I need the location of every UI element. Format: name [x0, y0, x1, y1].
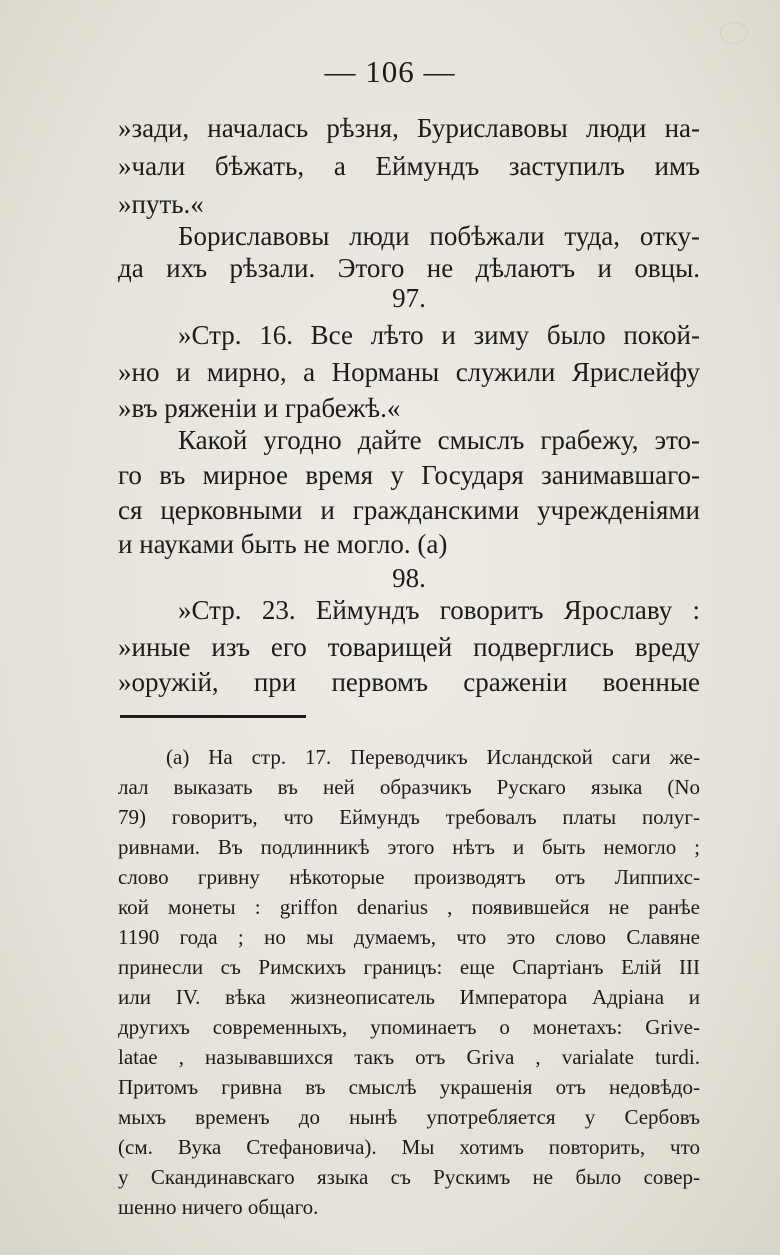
text-line: »иные изъ его товарищей подверглись вреду: [118, 632, 700, 662]
section-number: 98.: [392, 563, 426, 593]
text-line: »Стр. 16. Все лѣто и зиму было покой-: [178, 320, 700, 350]
footnote-line: мыхъ временъ до нынѣ употребляется у Сербовъ: [118, 1105, 700, 1129]
footnote-line: 1190 года ; но мы думаемъ, что это слово Славяне: [118, 925, 700, 949]
footnote-line: 79) говоритъ, что Еймундъ требовалъ платы полуг-: [118, 805, 700, 829]
text-line: го въ мирное время у Государя занимавшаго-: [118, 460, 700, 490]
text-line: »въ ряженіи и грабежѣ.«: [118, 393, 401, 423]
footnote-line: (см. Вука Стефановича). Мы хотимъ повторить, что: [118, 1135, 700, 1159]
text-line: »но и мирно, а Норманы служили Ярислейфу: [118, 357, 700, 387]
text-line: »оружій, при первомъ сраженіи военные: [118, 667, 700, 697]
text-line: и науками быть не могло. (а): [118, 529, 448, 559]
text-line: »чали бѣжать, а Еймундъ заступилъ имъ: [118, 151, 700, 181]
footnote-line: лал выказать въ ней образчикъ Рускаго языка (No: [118, 775, 700, 799]
text-line: Бориславовы люди побѣжали туда, отку-: [178, 221, 700, 251]
footnote-line: Притомъ гривна въ смыслѣ украшенія отъ недовѣдо-: [118, 1075, 700, 1099]
text-line: »зади, началась рѣзня, Буриславовы люди на-: [118, 113, 700, 143]
footnote-line: другихъ современныхъ, упоминаетъ о монетахъ: Grive-: [118, 1015, 700, 1039]
page-corner-mark: [720, 22, 748, 44]
text-line: да ихъ рѣзали. Этого не дѣлаютъ и овцы.: [118, 253, 700, 283]
footnote-line: слово гривну нѣкоторые производятъ отъ Липпихс-: [118, 865, 700, 889]
text-line: Какой угодно дайте смыслъ грабежу, это-: [178, 425, 700, 455]
footnote-line: кой монеты : griffon denarius , появившейся не ранѣе: [118, 895, 700, 919]
footnote-line: или IV. вѣка жизнеописатель Императора Адріана и: [118, 985, 700, 1009]
footnote-line: принесли съ Римскихъ границъ: еще Спартіанъ Елій III: [118, 955, 700, 979]
page-number: — 106 —: [324, 54, 456, 89]
footnote-line: (а) На стр. 17. Переводчикъ Исландской саги же-: [166, 745, 700, 769]
footnote-line: у Скандинавскаго языка съ Рускимъ не было совер-: [118, 1165, 700, 1189]
text-line: »Стр. 23. Еймундъ говоритъ Ярославу :: [178, 595, 700, 625]
text-line: »путь.«: [118, 189, 204, 219]
footnote-line: latae , называвшихся такъ отъ Griva , varialate turdi.: [118, 1045, 700, 1069]
footnote-divider: [120, 715, 306, 718]
section-number: 97.: [392, 283, 426, 313]
text-line: ся церковными и гражданскими учрежденіями: [118, 495, 700, 525]
footnote-line: ривнами. Въ подлинникѣ этого нѣтъ и быть немогло ;: [118, 835, 700, 859]
footnote-line: шенно ничего общаго.: [118, 1195, 319, 1219]
